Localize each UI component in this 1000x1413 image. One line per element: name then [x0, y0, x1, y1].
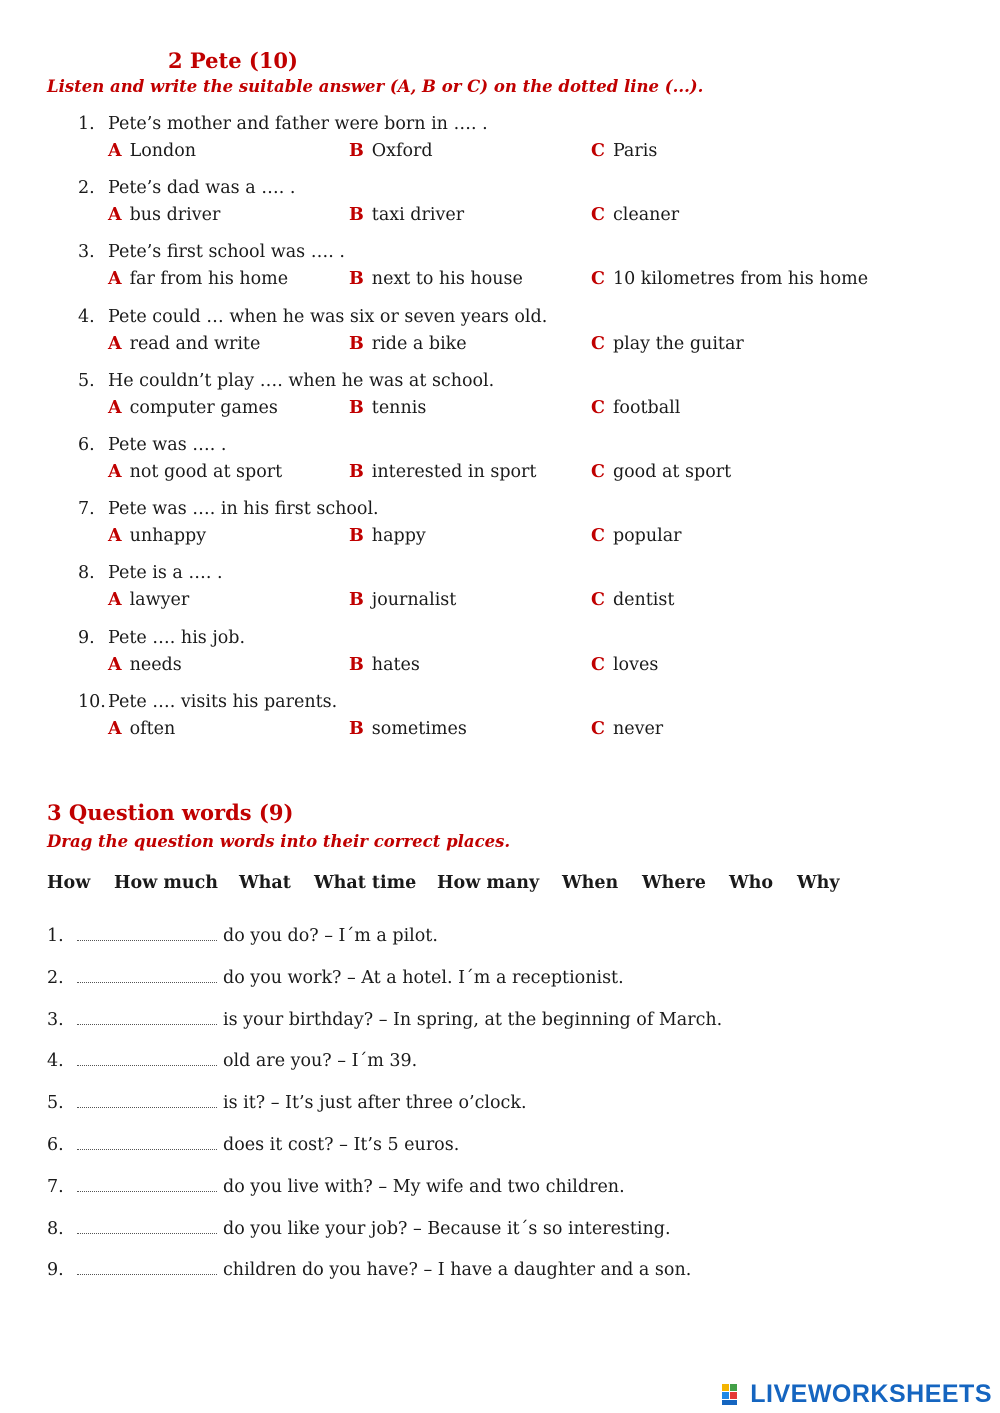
option-letter: A: [108, 526, 122, 547]
option-letter: B: [349, 462, 364, 482]
option-b: [349, 334, 467, 354]
logo-text: LIVEWORKSHEETS: [750, 1379, 992, 1408]
option-text: bus driver: [129, 205, 221, 226]
section2-instruction: Listen and write the suitable answer (A, B or C) on the dotted line (...).: [47, 77, 704, 96]
item-text: do you live with? – My wife and two children.: [223, 1176, 625, 1197]
option-text: never: [612, 718, 664, 739]
option-b: [349, 719, 467, 739]
fill-in-item: [77, 1093, 527, 1113]
item-text: does it cost? – It’s 5 euros.: [223, 1135, 460, 1155]
option-text: ride a bike: [371, 333, 467, 354]
option-b: [349, 462, 536, 482]
item-text: do you work? – At a hotel. I´m a receptionist.: [223, 967, 624, 988]
option-c: [591, 590, 674, 610]
option-text: cleaner: [612, 205, 680, 226]
option-letter: C: [591, 462, 605, 482]
option-c: [591, 205, 679, 225]
option-text: happy: [371, 526, 426, 547]
question-text: Pete’s dad was a …. .: [108, 178, 296, 199]
section2-title: 2 Pete (10): [168, 48, 298, 73]
question-text: Pete’s mother and father were born in …. .: [108, 114, 488, 134]
fill-in-item: [77, 968, 624, 988]
answer-drop-zone[interactable]: [77, 968, 217, 983]
option-letter: A: [108, 397, 122, 418]
option-text: unhappy: [129, 526, 207, 547]
question-text: Pete was …. in his first school.: [108, 499, 379, 520]
option-b: [349, 590, 456, 610]
option-text: computer games: [129, 397, 278, 418]
option-text: Oxford: [371, 141, 433, 161]
item-number: 6.: [47, 1135, 64, 1155]
option-b: [349, 141, 433, 161]
word-chip[interactable]: How: [47, 873, 91, 893]
option-text: popular: [612, 526, 682, 547]
fill-in-item: [77, 926, 438, 946]
question-number: 3.: [78, 242, 95, 263]
item-text: is your birthday? – In spring, at the beginning of March.: [223, 1009, 723, 1030]
option-text: lawyer: [129, 590, 190, 611]
option-letter: A: [108, 269, 122, 290]
fill-in-item: [77, 1177, 625, 1197]
question-text: Pete could … when he was six or seven years old.: [108, 306, 548, 327]
option-a: [108, 205, 220, 225]
option-a: [108, 462, 282, 482]
option-a: [108, 398, 278, 418]
fill-in-item: [77, 1051, 417, 1071]
item-number: 8.: [47, 1218, 64, 1239]
option-text: loves: [612, 654, 659, 675]
word-chip[interactable]: When: [562, 873, 619, 893]
option-b: [349, 655, 420, 675]
option-letter: C: [591, 333, 605, 354]
word-chip[interactable]: How much: [114, 873, 218, 893]
question-number: 9.: [78, 627, 95, 648]
option-text: journalist: [371, 590, 457, 611]
option-letter: B: [349, 526, 364, 547]
option-b: [349, 526, 426, 546]
option-a: [108, 141, 196, 161]
option-text: 10 kilometres from his home: [612, 269, 869, 290]
option-letter: C: [591, 141, 605, 161]
option-text: far from his home: [129, 269, 289, 290]
option-letter: B: [349, 205, 364, 226]
option-a: [108, 526, 206, 546]
answer-drop-zone[interactable]: [77, 1135, 217, 1150]
option-letter: A: [108, 141, 122, 161]
option-a: [108, 719, 175, 739]
option-letter: C: [591, 654, 605, 675]
item-text: old are you? – I´m 39.: [223, 1051, 418, 1072]
fill-in-item: [77, 1219, 671, 1239]
option-letter: B: [349, 269, 364, 290]
section3-title: 3 Question words (9): [47, 800, 294, 825]
option-c: [591, 719, 663, 739]
question-text: Pete was …. .: [108, 435, 227, 455]
option-text: play the guitar: [612, 333, 744, 354]
question-number: 1.: [78, 114, 95, 134]
option-text: sometimes: [371, 718, 467, 739]
option-text: football: [612, 397, 681, 418]
option-letter: C: [591, 718, 605, 739]
answer-drop-zone[interactable]: [77, 926, 217, 941]
fill-in-item: [77, 1010, 722, 1030]
option-letter: B: [349, 397, 364, 418]
option-c: [591, 462, 731, 482]
question-number: 5.: [78, 370, 95, 391]
option-text: taxi driver: [371, 205, 465, 226]
item-text: children do you have? – I have a daughter and a son.: [223, 1260, 692, 1281]
option-text: tennis: [371, 397, 427, 418]
answer-drop-zone[interactable]: [77, 1260, 217, 1275]
option-text: needs: [129, 654, 182, 675]
option-c: [591, 655, 658, 675]
option-letter: B: [349, 654, 364, 675]
option-b: [349, 269, 523, 289]
option-letter: B: [349, 333, 364, 354]
option-a: [108, 269, 288, 289]
option-text: good at sport: [612, 462, 732, 482]
option-c: [591, 141, 657, 161]
option-text: hates: [371, 654, 420, 675]
item-text: is it? – It’s just after three o’clock.: [223, 1093, 527, 1114]
item-text: do you like your job? – Because it´s so interesting.: [223, 1218, 671, 1239]
word-chip[interactable]: How many: [437, 873, 540, 893]
question-number: 8.: [78, 563, 95, 584]
option-text: dentist: [612, 590, 675, 611]
answer-drop-zone[interactable]: [77, 1051, 217, 1066]
question-number: 7.: [78, 499, 95, 520]
option-letter: A: [108, 205, 122, 226]
option-letter: A: [108, 333, 122, 354]
answer-drop-zone[interactable]: [77, 1219, 217, 1234]
option-text: often: [129, 718, 176, 739]
option-text: Paris: [612, 141, 658, 161]
question-number: 6.: [78, 435, 95, 455]
question-text: Pete’s first school was …. .: [108, 242, 345, 263]
word-chip[interactable]: What: [239, 873, 291, 893]
liveworksheets-logo-icon: [722, 1382, 748, 1406]
question-text: Pete …. his job.: [108, 627, 246, 648]
option-letter: B: [349, 718, 364, 739]
fill-in-item: [77, 1135, 459, 1155]
answer-drop-zone[interactable]: [77, 1177, 217, 1192]
option-c: [591, 269, 868, 289]
question-text: He couldn’t play …. when he was at school.: [108, 370, 495, 391]
option-text: London: [129, 141, 197, 161]
word-chip[interactable]: What time: [314, 873, 417, 893]
item-number: 2.: [47, 967, 64, 988]
option-text: not good at sport: [129, 462, 283, 482]
option-letter: C: [591, 269, 605, 290]
word-chip[interactable]: Where: [642, 873, 706, 893]
option-letter: B: [349, 590, 364, 611]
option-letter: A: [108, 718, 122, 739]
option-c: [591, 334, 744, 354]
option-letter: C: [591, 590, 605, 611]
option-letter: A: [108, 462, 122, 482]
option-b: [349, 205, 464, 225]
question-number: 10.: [78, 691, 106, 712]
option-letter: A: [108, 590, 122, 611]
question-number: 4.: [78, 306, 95, 327]
question-text: Pete is a …. .: [108, 563, 223, 584]
item-number: 7.: [47, 1176, 64, 1197]
section3-instruction: Drag the question words into their correct places.: [47, 832, 511, 851]
option-c: [591, 526, 682, 546]
option-a: [108, 590, 189, 610]
item-number: 9.: [47, 1260, 64, 1281]
item-number: 4.: [47, 1051, 64, 1072]
word-chip[interactable]: Who: [729, 873, 774, 893]
item-text: do you do? – I´m a pilot.: [223, 926, 438, 946]
question-number: 2.: [78, 178, 95, 199]
item-number: 3.: [47, 1009, 64, 1030]
option-text: read and write: [129, 333, 261, 354]
option-b: [349, 398, 426, 418]
item-number: 5.: [47, 1093, 64, 1114]
item-number: 1.: [47, 926, 64, 946]
option-c: [591, 398, 680, 418]
option-a: [108, 334, 260, 354]
option-text: interested in sport: [371, 462, 537, 482]
answer-drop-zone[interactable]: [77, 1010, 217, 1025]
option-letter: A: [108, 654, 122, 675]
option-letter: C: [591, 205, 605, 226]
option-a: [108, 655, 182, 675]
question-text: Pete …. visits his parents.: [108, 691, 338, 712]
answer-drop-zone[interactable]: [77, 1093, 217, 1108]
option-letter: B: [349, 141, 364, 161]
liveworksheets-logo: [722, 1381, 992, 1407]
option-letter: C: [591, 397, 605, 418]
option-text: next to his house: [371, 269, 523, 290]
fill-in-item: [77, 1260, 691, 1280]
word-chip[interactable]: Why: [797, 873, 840, 893]
option-letter: C: [591, 526, 605, 547]
